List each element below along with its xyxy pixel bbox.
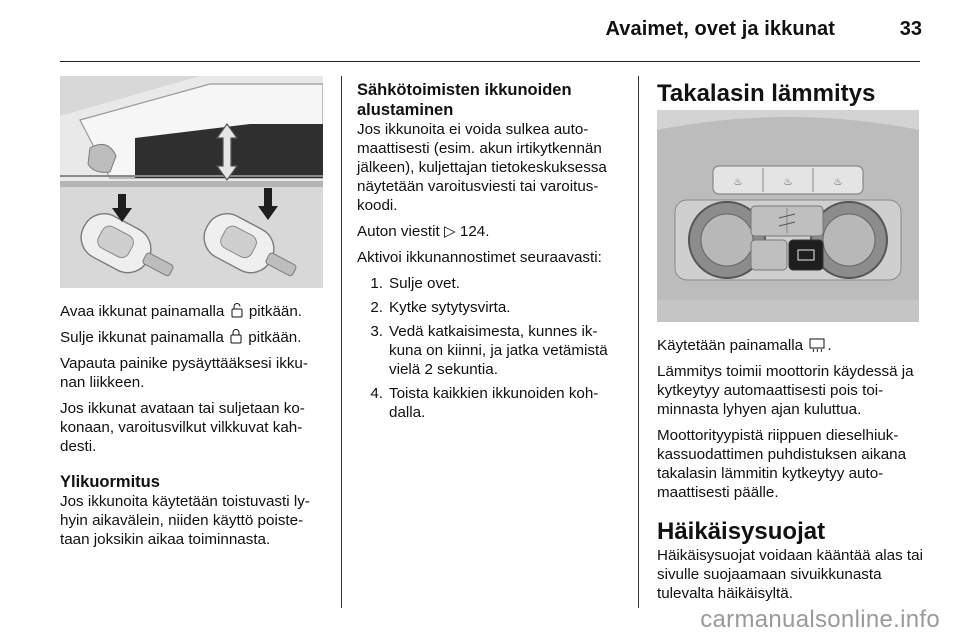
sun-visors-text: Häikäisysuojat voidaan kääntää alas tai sivulle suojaamaan sivuikkunasta tulevalta häikäisyltä. xyxy=(657,547,923,602)
vehicle-messages-page: 124. xyxy=(459,223,490,240)
column-1 xyxy=(60,302,330,556)
period: . xyxy=(827,337,832,354)
climate-panel-drawing xyxy=(657,110,919,322)
svg-text:♨: ♨ xyxy=(733,177,743,188)
activate-instructions-text: Aktivoi ikkunannostimet seuraavasti: xyxy=(357,249,602,266)
open-windows-pre: Avaa ikkunat painamalla xyxy=(60,303,225,320)
column-3 xyxy=(657,80,927,108)
column-3-lower xyxy=(657,336,929,610)
activation-steps xyxy=(357,274,629,422)
column-2 xyxy=(357,80,629,427)
svg-text:♨: ♨ xyxy=(783,177,793,188)
window-keyfob-drawing xyxy=(60,76,323,288)
open-windows-text xyxy=(60,302,330,321)
close-windows-text xyxy=(60,328,330,347)
step-item: 1. Sulje ovet. xyxy=(370,275,460,292)
close-windows-pre: Sulje ikkunat painamalla xyxy=(60,329,224,346)
watermark: carmanualsonline.info xyxy=(700,606,940,633)
release-button-text: Vapauta painike pysäyttääksesi ikku-nan liikkeen. xyxy=(60,355,308,391)
svg-text:♨: ♨ xyxy=(833,177,843,188)
column-divider-2 xyxy=(638,76,639,608)
column-divider-1 xyxy=(341,76,342,608)
page-ref-arrow-icon: ▷ xyxy=(443,223,456,240)
overload-heading: Ylikuormitus xyxy=(60,473,160,491)
lock-icon xyxy=(230,329,242,344)
step-item: 4. Toista kaikkien ikkunoiden koh-dalla. xyxy=(370,385,599,421)
hazard-flash-text: Jos ikkunat avataan tai suljetaan ko-konaan, varoitusvilkut vilkkuvat kah-desti. xyxy=(60,400,305,455)
step-item: 2. Kytke sytytysvirta. xyxy=(370,299,511,316)
climate-panel-illustration xyxy=(657,110,919,322)
rear-heating-engine-text: Lämmitys toimii moottorin käydessä ja kytkeytyy automaattisesti pois toi-minnasta lyhyen ajan kuluttua. xyxy=(657,363,914,418)
close-windows-post: pitkään. xyxy=(248,329,302,346)
window-keyfob-illustration xyxy=(60,76,323,288)
rear-heating-usage-text xyxy=(657,336,929,355)
sun-visors-heading: Häikäisysuojat xyxy=(657,518,826,545)
rear-heating-usage-pre: Käytetään painamalla xyxy=(657,337,804,354)
unlock-icon xyxy=(231,303,243,318)
rear-window-heating-heading: Takalasin lämmitys xyxy=(657,80,876,107)
rear-defrost-icon xyxy=(809,337,825,352)
rear-heating-dpf-text: Moottorityypistä riippuen dieselhiuk-kassuodattimen puhdistuksen aikana takalasin lämmitin kytkeytyy auto-maattisesti päälle. xyxy=(657,427,907,501)
open-windows-post: pitkään. xyxy=(248,303,303,320)
page-header-title: Avaimet, ovet ja ikkunat xyxy=(605,18,835,40)
window-init-text: Jos ikkunoita ei voida sulkea auto-maattisesti (esim. akun irtikytkennän jälkeen), kuljettajan tietokeskuksessa näytetään varoitusviesti tai varoitus-koodi. xyxy=(357,121,607,214)
window-init-heading: Sähkötoimisten ikkunoiden alustaminen xyxy=(357,81,572,119)
vehicle-messages-ref xyxy=(357,222,629,241)
header-rule xyxy=(60,61,920,62)
page-number: 33 xyxy=(899,18,922,40)
vehicle-messages-label: Auton viestit xyxy=(357,223,440,240)
step-item: 3. Vedä katkaisimesta, kunnes ik-kuna on kiinni, ja jatka vetämistä vielä 2 sekuntia. xyxy=(370,323,608,378)
overload-text: Jos ikkunoita käytetään toistuvasti ly-hyin aikavälein, niiden käyttö poiste-taan joksikin aikaa toiminnasta. xyxy=(60,493,310,548)
